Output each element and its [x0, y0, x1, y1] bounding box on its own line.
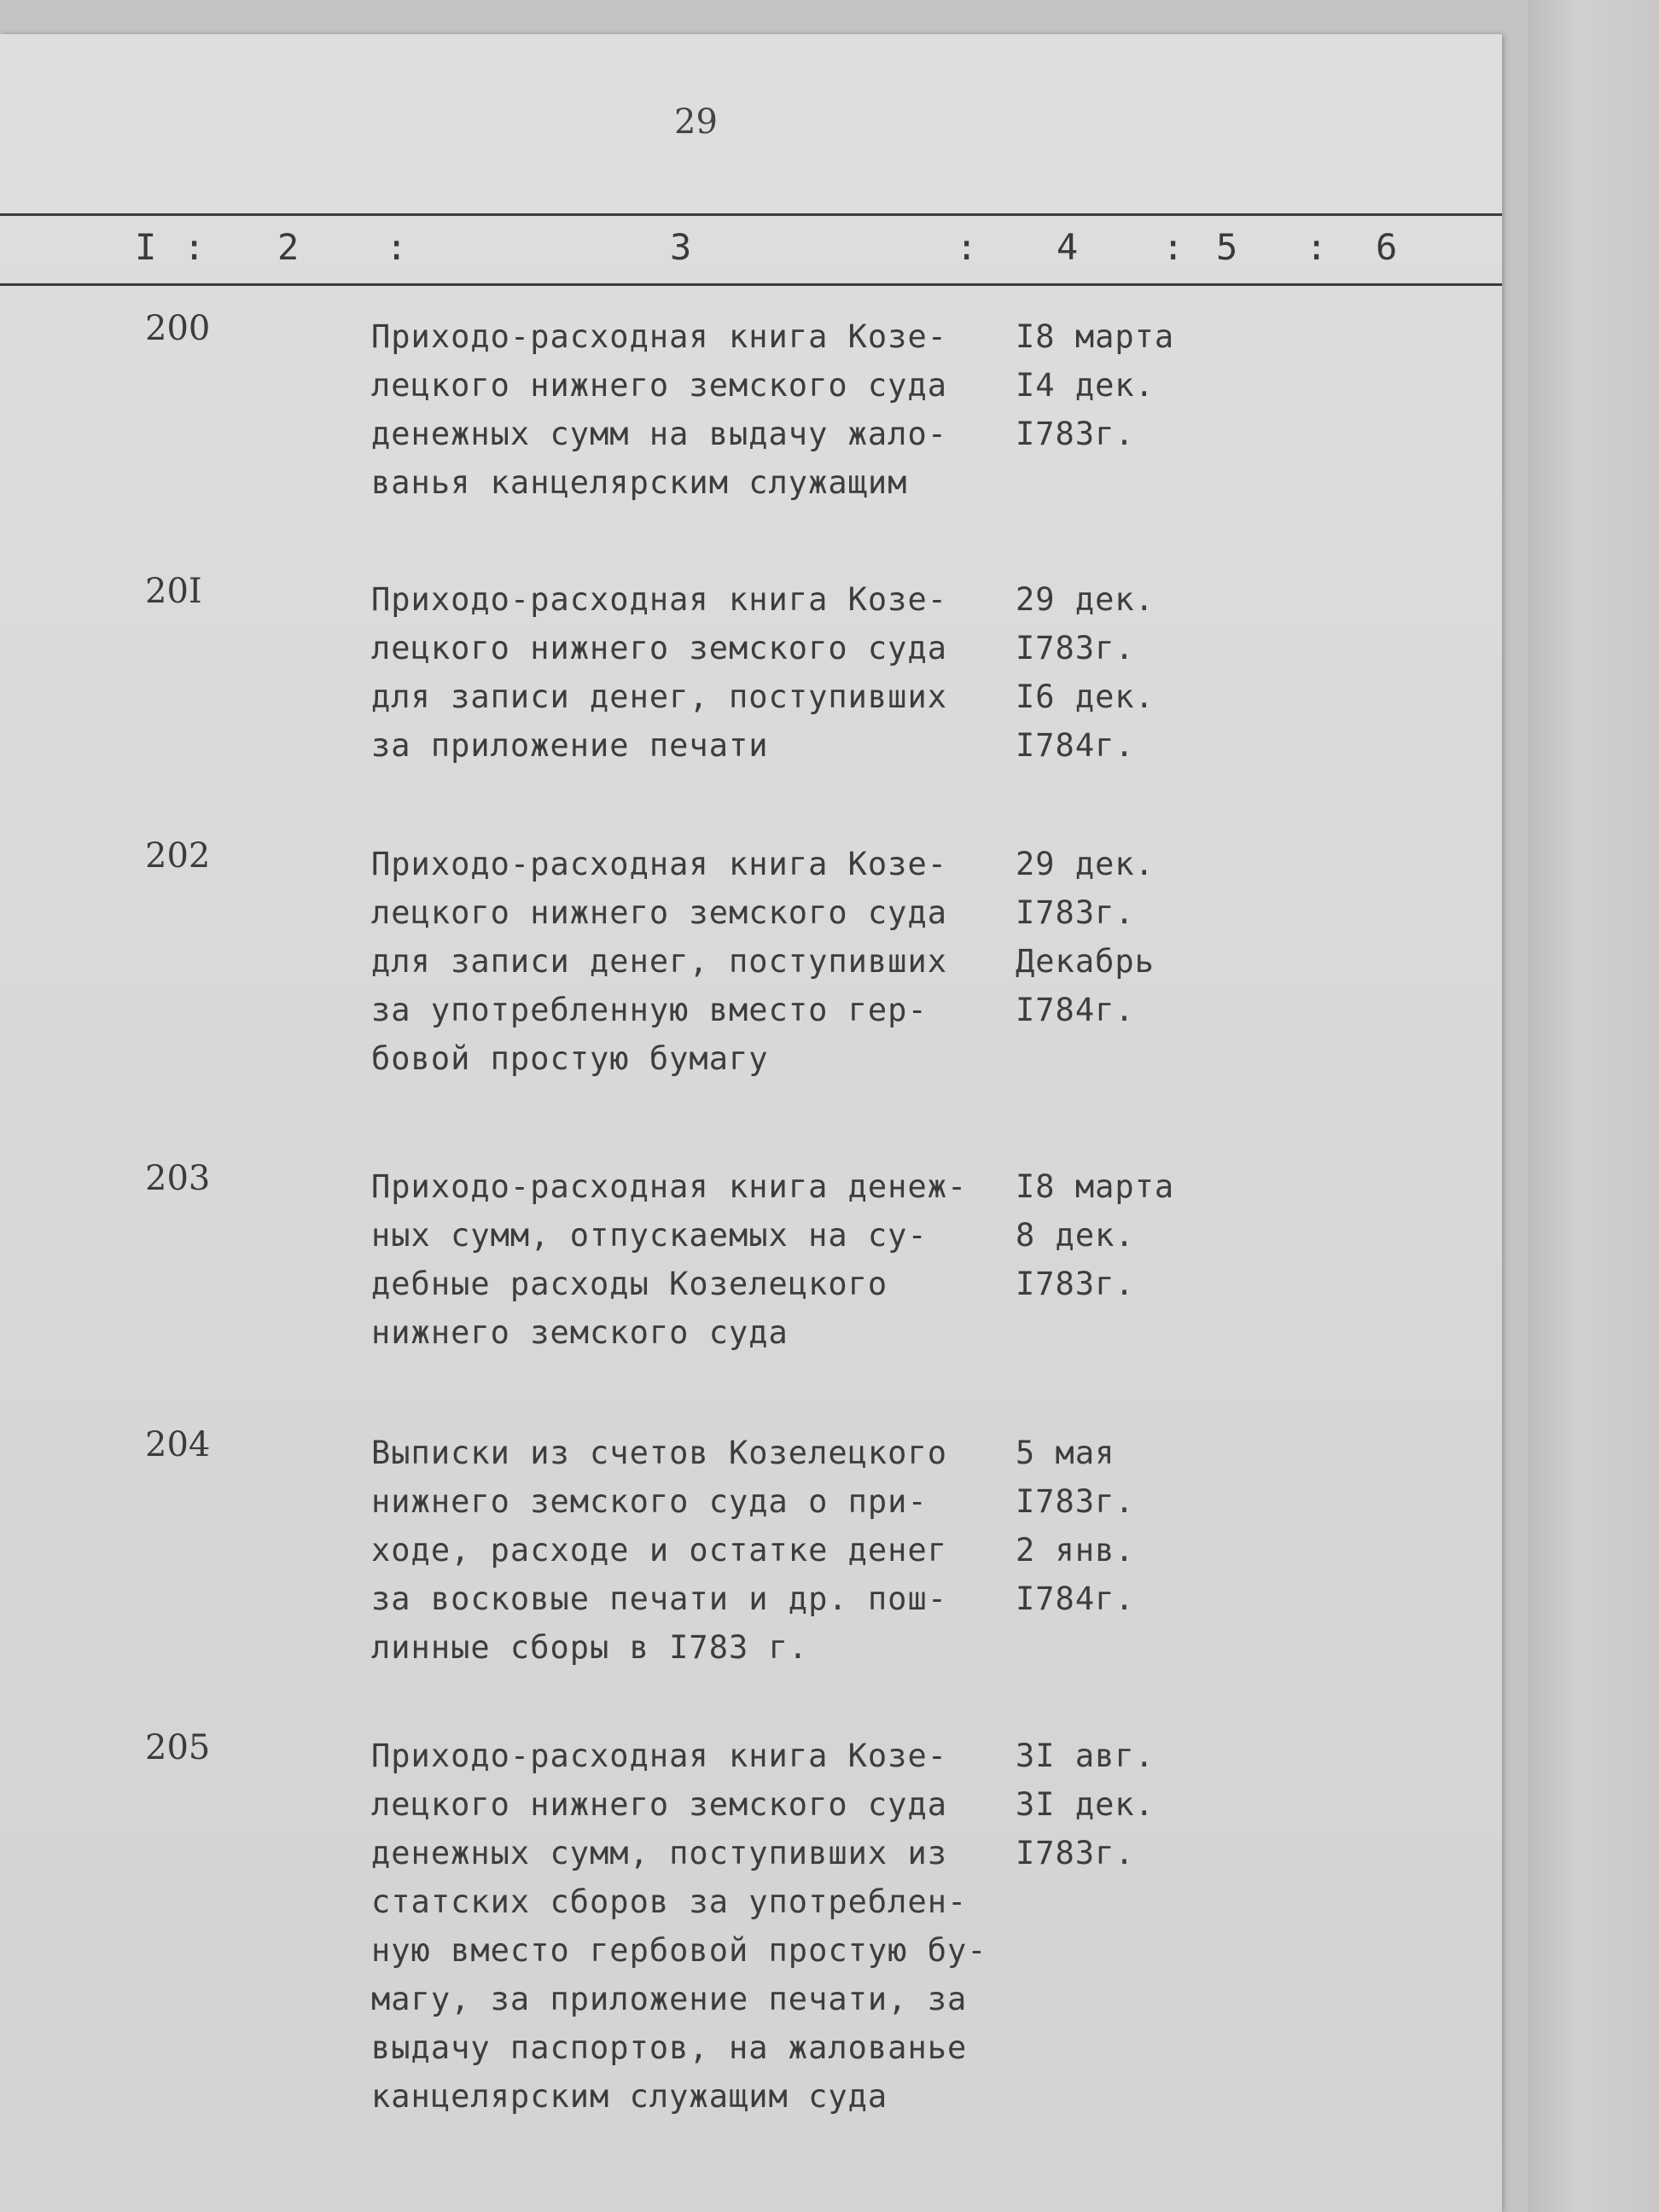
- description-line: для записи денег, поступивших: [371, 943, 948, 980]
- description-line: Выписки из счетов Козелецкого: [371, 1435, 948, 1471]
- date-line: I784г.: [1016, 992, 1135, 1028]
- description-line: дебные расходы Козелецкого: [371, 1266, 888, 1302]
- date-line: I784г.: [1016, 727, 1135, 764]
- column-header-separator: :: [183, 226, 206, 268]
- column-header-6: 6: [1376, 226, 1398, 268]
- description-line: нижнего земского суда: [371, 1314, 789, 1351]
- column-header-separator: :: [956, 226, 978, 268]
- description-line: Приходо-расходная книга Козе-: [371, 1738, 948, 1774]
- entry-dates: [1016, 1732, 1212, 1877]
- column-header-1: I: [135, 226, 157, 268]
- description-line: денежных сумм на выдачу жало-: [371, 416, 948, 452]
- entry-description: [371, 1162, 1020, 1357]
- date-line: I783г.: [1016, 894, 1135, 931]
- date-line: 3I авг.: [1016, 1738, 1155, 1774]
- date-line: I6 дек.: [1016, 678, 1155, 715]
- entry-description: [371, 312, 1020, 507]
- description-line: Приходо-расходная книга Козе-: [371, 846, 948, 882]
- column-header-2: 2: [277, 226, 300, 268]
- description-line: ходе, расходе и остатке денег: [371, 1532, 948, 1569]
- column-header-5: 5: [1216, 226, 1238, 268]
- description-line: лецкого нижнего земского суда: [371, 367, 948, 404]
- column-header-separator: :: [1162, 226, 1185, 268]
- background-surface: [1528, 0, 1659, 2212]
- entry-dates: [1016, 312, 1212, 458]
- date-line: Декабрь: [1016, 943, 1155, 980]
- date-line: 29 дек.: [1016, 581, 1155, 618]
- entry-dates: [1016, 840, 1212, 1034]
- date-line: I8 марта: [1016, 318, 1175, 355]
- description-line: выдачу паспортов, на жалованье: [371, 2029, 968, 2066]
- entry-number: 202: [145, 836, 211, 876]
- description-line: для записи денег, поступивших: [371, 678, 948, 715]
- date-line: I783г.: [1016, 630, 1135, 667]
- entry-description: [371, 1429, 1020, 1672]
- date-line: I783г.: [1016, 1835, 1135, 1871]
- header-rule-bottom: [0, 283, 1502, 286]
- description-line: магу, за приложение печати, за: [371, 1981, 968, 2017]
- date-line: I783г.: [1016, 1483, 1135, 1520]
- description-line: денежных сумм, поступивших из: [371, 1835, 948, 1871]
- header-rule-top: [0, 213, 1502, 216]
- date-line: I783г.: [1016, 416, 1135, 452]
- description-line: за восковые печати и др. пош-: [371, 1580, 948, 1617]
- date-line: 29 дек.: [1016, 846, 1155, 882]
- page-number: 29: [674, 102, 718, 142]
- column-header-separator: :: [1306, 226, 1328, 268]
- description-line: Приходо-расходная книга Козе-: [371, 318, 948, 355]
- entry-dates: [1016, 1429, 1212, 1623]
- column-header-separator: :: [386, 226, 408, 268]
- column-header-3: 3: [670, 226, 692, 268]
- description-line: ную вместо гербовой простую бу-: [371, 1932, 987, 1969]
- entry-description: [371, 575, 1020, 770]
- entry-number: 204: [145, 1425, 211, 1464]
- date-line: 5 мая: [1016, 1435, 1115, 1471]
- entry-number: 20I: [145, 572, 202, 611]
- description-line: канцелярским служащим суда: [371, 2078, 888, 2115]
- date-line: I783г.: [1016, 1266, 1135, 1302]
- date-line: 3I дек.: [1016, 1786, 1155, 1823]
- date-line: I4 дек.: [1016, 367, 1155, 404]
- description-line: лецкого нижнего земского суда: [371, 1786, 948, 1823]
- date-line: I784г.: [1016, 1580, 1135, 1617]
- description-line: Приходо-расходная книга Козе-: [371, 581, 948, 618]
- description-line: Приходо-расходная книга денеж-: [371, 1168, 968, 1205]
- entry-description: [371, 840, 1020, 1083]
- document-page: [0, 34, 1502, 2212]
- description-line: нижнего земского суда о при-: [371, 1483, 928, 1520]
- date-line: I8 марта: [1016, 1168, 1175, 1205]
- entry-number: 205: [145, 1728, 211, 1767]
- description-line: за употребленную вместо гер-: [371, 992, 928, 1028]
- description-line: лецкого нижнего земского суда: [371, 894, 948, 931]
- entry-number: 200: [145, 309, 211, 348]
- description-line: линные сборы в I783 г.: [371, 1629, 809, 1666]
- date-line: 8 дек.: [1016, 1217, 1135, 1254]
- description-line: за приложение печати: [371, 727, 769, 764]
- description-line: ванья канцелярским служащим: [371, 464, 908, 501]
- description-line: лецкого нижнего земского суда: [371, 630, 948, 667]
- entry-description: [371, 1732, 1020, 2121]
- description-line: статских сборов за употреблен-: [371, 1883, 968, 1920]
- entry-dates: [1016, 1162, 1212, 1308]
- entry-dates: [1016, 575, 1212, 770]
- entry-number: 203: [145, 1159, 211, 1198]
- description-line: ных сумм, отпускаемых на су-: [371, 1217, 928, 1254]
- date-line: 2 янв.: [1016, 1532, 1135, 1569]
- description-line: бовой простую бумагу: [371, 1040, 769, 1077]
- column-header-4: 4: [1057, 226, 1079, 268]
